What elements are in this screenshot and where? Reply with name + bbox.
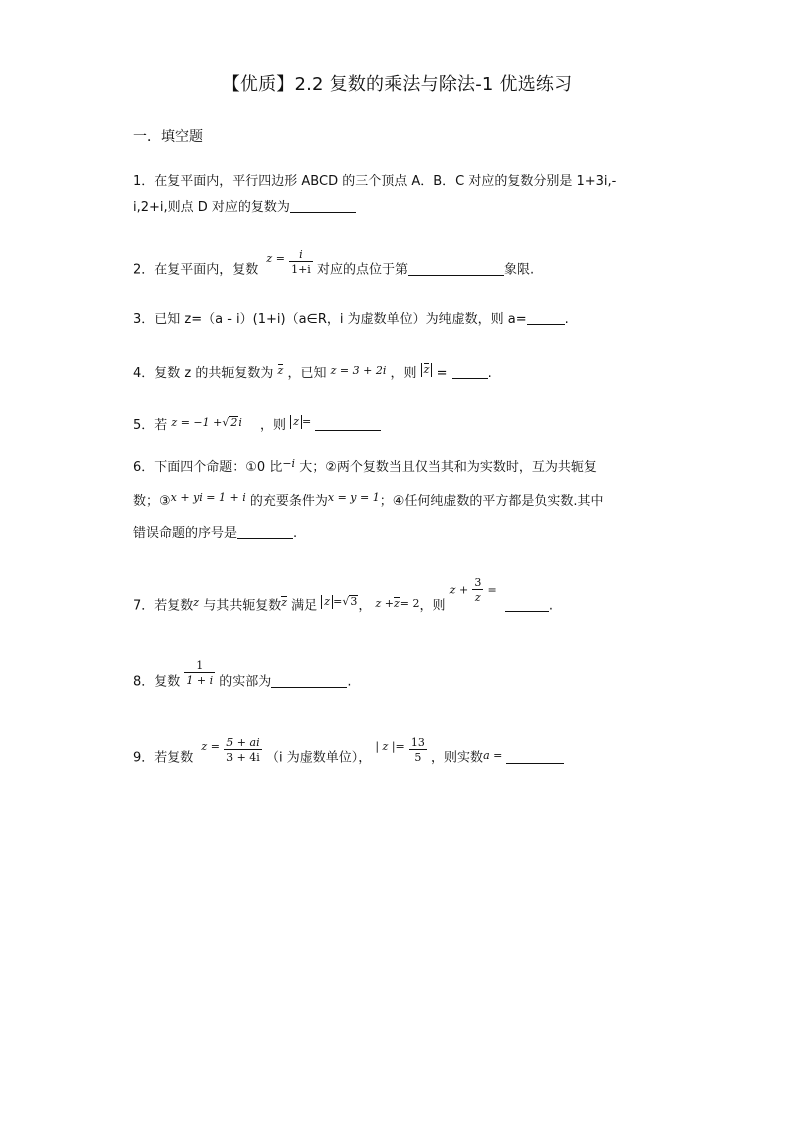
question-8-fraction: $\frac{1}{1 + i}$	[186, 659, 214, 687]
question-4-modulus: z	[421, 363, 433, 377]
question-2-suffix: 象限.	[503, 262, 535, 278]
question-7: 7．若复数$^z$ 与其共轭复数z 满足 z =√3， $^{z +}z^{= 2}$，则 z + $\frac{3}{z}$ = .	[133, 576, 553, 614]
question-5-prefix: 5．若	[133, 418, 168, 433]
question-1-line-1: 1．在复平面内，平行四边形 ABCD 的三个顶点 A．B．C 对应的复数分别是 1+3i,-	[133, 174, 617, 189]
question-4: 4．复数 z 的共轭复数为 z ，已知 $^{z = 3 + 2i}$ ，则 z = .	[133, 363, 492, 381]
question-4-conjugate: z	[277, 364, 284, 377]
question-5-expression: z = −1 +√2i	[171, 416, 242, 429]
answer-blank-3	[527, 310, 565, 325]
question-4-expression: z = 3 + 2i	[330, 364, 387, 377]
question-1-text: i,2+i,则点 D 对应的复数为	[133, 200, 290, 215]
page-title: 【优质】2.2 复数的乘法与除法-1 优选练习	[221, 74, 573, 95]
question-7-modulus: z	[321, 595, 333, 609]
question-8: 8．复数 $\frac{1}{1 + i}$ 的实部为 .	[133, 659, 352, 690]
answer-blank-2	[408, 261, 504, 276]
answer-blank-8	[271, 673, 347, 688]
question-9: 9．若复数 $^{z =}$ $\frac{5 + ai}{3 + 4i}$ （i 为虚数单位）， $^{| z |=}$ $\frac{13}{5}$ ，则实数$^{a =}$	[133, 744, 564, 772]
question-2-fraction: $\frac{i}{1+i}$	[291, 248, 311, 276]
question-5-modulus: z	[290, 415, 302, 429]
question-2-middle: 对应的点位于第	[316, 262, 408, 278]
answer-blank-5	[315, 416, 381, 431]
question-9-fraction: $\frac{5 + ai}{3 + 4i}$	[226, 736, 260, 764]
question-6-line-3: 错误命题的序号是 .	[133, 526, 298, 541]
question-2-prefix: 2．在复平面内，复数	[133, 262, 259, 278]
question-2-lhs: z =	[266, 251, 285, 265]
question-4-prefix: 4．复数 z 的共轭复数为	[133, 366, 274, 381]
answer-blank-4	[452, 364, 488, 379]
question-6-line-1: 6．下面四个命题：①0 比$^{-i}$ 大；②两个复数当且仅当其和为实数时，互为共轭复	[133, 457, 597, 475]
question-7-target-expression: z + $\frac{3}{z}$ =	[449, 576, 497, 604]
question-2	[133, 248, 535, 284]
answer-blank-7	[505, 597, 549, 612]
question-1-line-2	[133, 198, 356, 218]
question-9-modulus-fraction: $\frac{13}{5}$	[410, 736, 425, 764]
answer-blank-9	[506, 749, 564, 764]
question-5: 5．若 $^{z = -1 +√2i}$ ，则 z =	[133, 416, 381, 436]
answer-blank-6	[237, 524, 293, 539]
answer-blank-1	[290, 198, 356, 213]
question-6-line-2: 数；③$^{x + yi = 1 + i}$ 的充要条件为$^{x = y = 1}$；④任何纯虚数的平方都是负实数.其中	[133, 491, 604, 509]
question-3: 3．已知 z=（a - i）(1+i)（a∈R，i 为虚数单位）为纯虚数，则 a= .	[133, 312, 569, 327]
question-3-text: 3．已知 z=（a - i）(1+i)（a∈R，i 为虚数单位）为纯虚数，则 a=	[133, 312, 527, 327]
section-heading: 一．填空题	[133, 129, 203, 145]
